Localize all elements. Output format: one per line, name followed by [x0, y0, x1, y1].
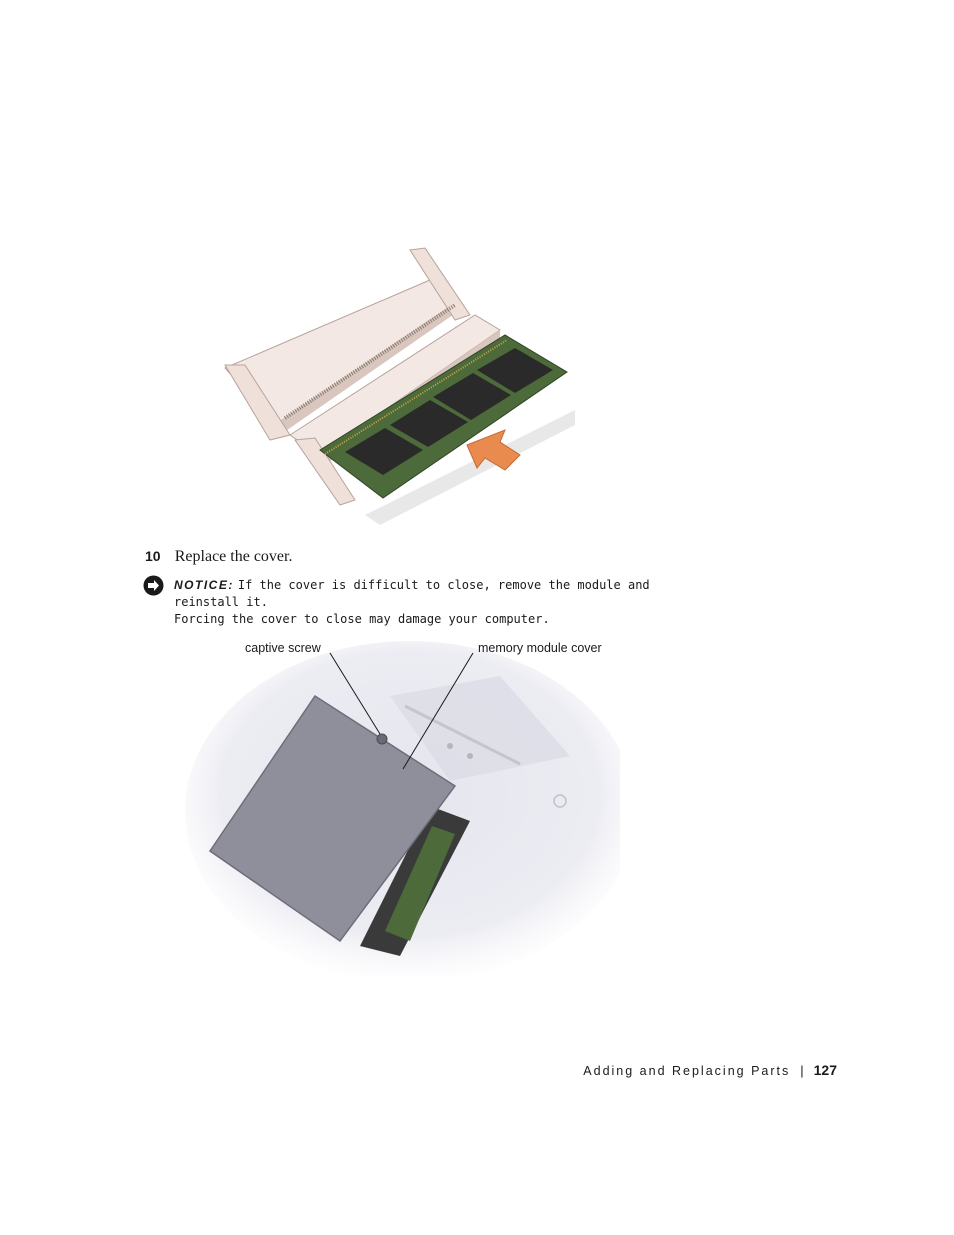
page-footer [560, 1062, 837, 1080]
page-number: 127 [813, 1062, 837, 1078]
notice-label: NOTICE: [174, 578, 234, 592]
step-10 [145, 548, 292, 566]
memory-cover-svg [170, 636, 620, 976]
footer-separator: | [800, 1063, 804, 1078]
footer-section-title: Adding and Replacing Parts [583, 1064, 791, 1078]
notice-block [174, 577, 654, 628]
notice-text-2: Forcing the cover to close may damage your computer. [174, 612, 550, 626]
memory-cover-illustration [170, 636, 620, 976]
notice-text-1: If the cover is difficult to close, remove the module and reinstall it. [174, 578, 650, 609]
notice-arrow-icon [143, 575, 164, 596]
notice-line-1 [174, 577, 654, 611]
memory-module-svg [215, 240, 585, 540]
callout-memory-module-cover: memory module cover [478, 641, 602, 655]
step-text: Replace the cover. [174, 548, 293, 565]
callout-captive-screw: captive screw [245, 641, 321, 655]
step-number: 10 [145, 548, 161, 564]
memory-module-illustration [215, 240, 585, 540]
